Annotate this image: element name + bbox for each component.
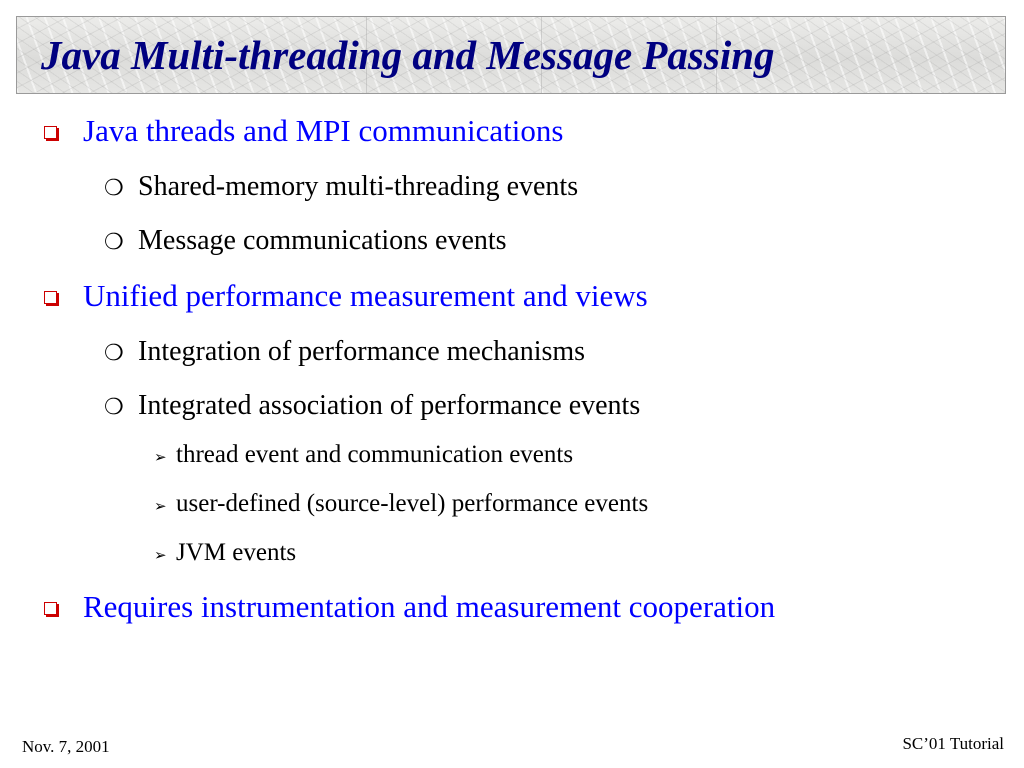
slide-title: Java Multi-threading and Message Passing xyxy=(41,32,775,78)
bullet-text: Java threads and MPI communications xyxy=(83,113,564,148)
hollow-square-icon xyxy=(44,602,57,615)
hollow-circle-icon: ❍ xyxy=(104,395,124,420)
bullet-level2-item xyxy=(104,336,585,368)
arrowhead-icon: ➢ xyxy=(154,497,167,515)
bullet-level2-item xyxy=(104,171,578,203)
bullet-level1-item xyxy=(44,113,563,149)
bullet-level3-item xyxy=(154,490,648,518)
bullet-level3-item xyxy=(154,441,573,469)
bullet-level1-item xyxy=(44,589,775,625)
hollow-circle-icon: ❍ xyxy=(104,230,124,255)
bullet-level2-item xyxy=(104,225,507,257)
bullet-text: JVM events xyxy=(176,539,297,566)
bullet-text: Shared-memory multi-threading events xyxy=(138,171,579,202)
arrowhead-icon: ➢ xyxy=(154,546,167,564)
bullet-text: Requires instrumentation and measurement cooperation xyxy=(83,589,776,624)
bullet-text: Unified performance measurement and views xyxy=(83,278,648,313)
hollow-circle-icon: ❍ xyxy=(104,176,124,201)
bullet-text: Message communications events xyxy=(138,225,507,256)
bullet-level2-item xyxy=(104,390,640,422)
bullet-level1-item xyxy=(44,278,648,314)
footer-date: Nov. 7, 2001 xyxy=(22,737,110,756)
bullet-text: Integrated association of performance events xyxy=(138,390,641,421)
footer-event: SC’01 Tutorial xyxy=(902,734,1004,753)
hollow-square-icon xyxy=(44,291,57,304)
bullet-text: Integration of performance mechanisms xyxy=(138,336,586,367)
bullet-level3-item xyxy=(154,539,296,567)
hollow-square-icon xyxy=(44,126,57,139)
bullet-text: user-defined (source-level) performance events xyxy=(176,490,649,517)
arrowhead-icon: ➢ xyxy=(154,448,167,466)
hollow-circle-icon: ❍ xyxy=(104,341,124,366)
bullet-text: thread event and communication events xyxy=(176,441,574,468)
